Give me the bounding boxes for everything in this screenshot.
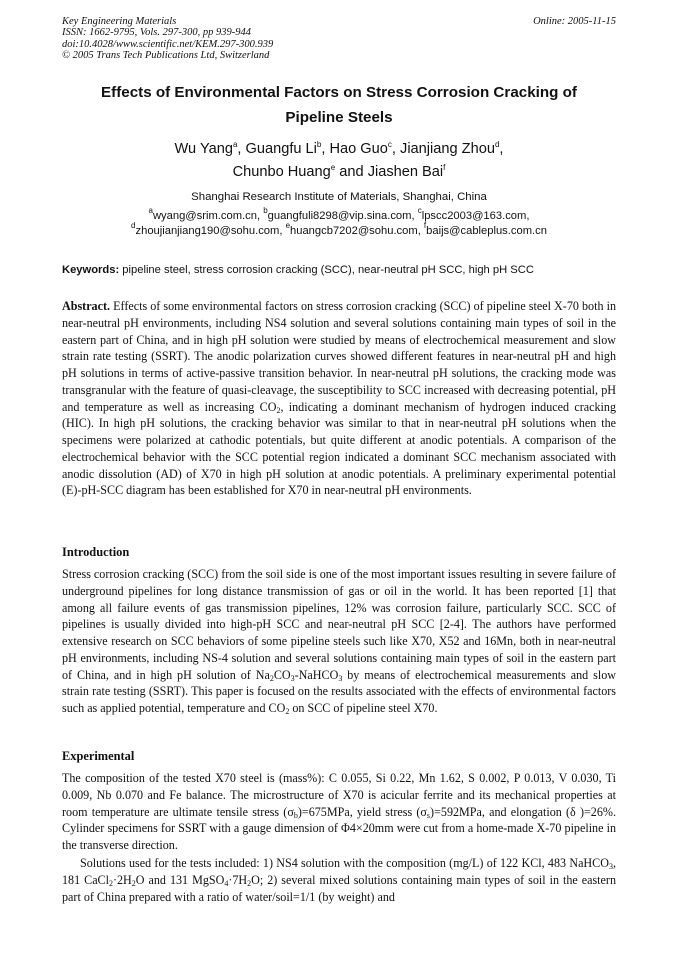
author-name: Jianjiang Zhou bbox=[400, 141, 495, 157]
paragraph-text: )=675MPa, yield stress (σ bbox=[297, 804, 427, 819]
author-separator: , bbox=[237, 141, 246, 157]
paragraph-text: by means of electrochemical measurements and slow strain rate testing (SSRT). This paper is focused on the results associated with the effects of environmental factors such as applied potential, temperature and CO bbox=[62, 667, 616, 715]
title-line-2: Pipeline Steels bbox=[285, 109, 393, 126]
abstract-text: , indicating a dominant mechanism of hydrogen induced cracking (HIC). In high pH solutions, the cracking behavior was similar to that in near-neutral pH solutions when the specimens were polarized at cathodic potentials, but quite different at anodic potentials. A comparison of the electrochemical behavior with the SCC potential region indicated a dominant SCC mechanism associated with anodic dissolution (AD) of X70 in high pH solution at anodic potentials. A preliminary experimental potential (E)-pH-SCC diagram has been established for X70 in near-neutral pH environments. bbox=[62, 399, 616, 498]
introduction-paragraph bbox=[62, 566, 616, 717]
email-address: lpscc2003@163.com, bbox=[421, 210, 530, 222]
issn-line: ISSN: 1662-9795, Vols. 297-300, pp 939-944 bbox=[62, 27, 251, 39]
paragraph-text: ·2H bbox=[112, 872, 132, 887]
copyright-line: © 2005 Trans Tech Publications Ltd, Switzerland bbox=[62, 50, 270, 62]
subscript: 2 bbox=[247, 878, 252, 888]
email-line-2 bbox=[62, 221, 616, 239]
author-name: Jiashen Bai bbox=[367, 164, 444, 180]
journal-header bbox=[62, 16, 616, 62]
author-name: Wu Yang bbox=[174, 141, 233, 157]
email-mark: e bbox=[285, 221, 291, 230]
subscript: 3 bbox=[608, 862, 613, 871]
paragraph-text: -NaHCO bbox=[294, 667, 339, 682]
keywords-label: Keywords: bbox=[62, 264, 120, 276]
abstract-label: Abstract. bbox=[62, 299, 111, 313]
email-address: wyang@srim.com.cn, bbox=[152, 210, 264, 222]
introduction-heading: Introduction bbox=[62, 545, 130, 559]
experimental-paragraph-2 bbox=[62, 855, 616, 905]
subscript: 2 bbox=[269, 673, 274, 683]
paragraph-text: on SCC of pipeline steel X70. bbox=[289, 701, 438, 715]
subscript: 2 bbox=[285, 707, 290, 716]
email-mark: d bbox=[131, 221, 136, 230]
paragraph-text: The composition of the tested X70 steel is (mass%): C 0.055, Si 0.22, Mn 1.62, S 0.002, P 0.013, V 0.030, Ti 0.009, Nb 0.070 and Fe balance. The microstructure of X70 is acicular ferrite and its mechanical properties at room temperature are ultimate tensile stress (σ bbox=[62, 771, 616, 819]
paragraph-text: )=592MPa, and elongation (δ )=26%. Cylinder specimens for SSRT with a gauge dimension of Φ4×20mm were cut from a home-made X-70 pipeline in the transverse direction. bbox=[62, 804, 616, 852]
journal-name: Key Engineering Materials bbox=[62, 16, 177, 27]
author-name: Chunbo Huang bbox=[232, 164, 331, 180]
paragraph-text: Stress corrosion cracking (SCC) from the soil side is one of the most important issues resulting in severe failure of underground pipelines for long distance transmission of gas or oil in the world. It has been reported [1] that among all failure events of gas transmission pipelines, 12% was corrosion failure, particularly SCC. SCC of pipelines is usually divided into high-pH SCC and near-neutral pH SCC [2-4]. The authors have performed extensive research on SCC behaviors of some pipeline steels such like X70, X52 and 16Mn, both in near-neutral pH environments, including NS-4 solution and several solutions containing main types of soil in the eastern part of China, and in high pH solution of Na bbox=[62, 567, 616, 682]
keywords bbox=[62, 263, 616, 277]
author-mark: e bbox=[330, 163, 336, 172]
keywords-text: pipeline steel, stress corrosion cracking (SCC), near-neutral pH SCC, high pH SCC bbox=[119, 264, 534, 276]
author-mark: d bbox=[494, 140, 500, 149]
email-mark: f bbox=[423, 221, 427, 230]
author-name: Hao Guo bbox=[329, 141, 388, 157]
email-mark: a bbox=[148, 206, 153, 215]
paragraph-text: Solutions used for the tests included: 1) NS4 solution with the composition (mg/L) of 122 KCl, 483 NaHCO bbox=[80, 856, 609, 870]
abstract-text: Effects of some environmental factors on stress corrosion cracking (SCC) of pipeline steel X-70 both in near-neutral pH environments, including NS4 solution and several solutions containing main types of soil in the eastern part of China, and in high pH solution were studied by means of electrochemical measurement and slow strain rate testing (SSRT). The anodic polarization curves showed different features in near-neutral pH and high pH solutions in terms of active-passive transition behavior. In near-neutral pH solutions, the cracking mode was transgranular with the feature of quasi-cleavage, the susceptibility to SCC increased with decreasing potential, pH and temperature as well as increasing CO bbox=[62, 299, 616, 414]
subscript: 4 bbox=[224, 878, 229, 888]
subscript: 2 bbox=[276, 405, 281, 415]
author-separator: , bbox=[391, 141, 401, 157]
subscript: s bbox=[426, 810, 431, 820]
email-mark: b bbox=[263, 206, 268, 215]
author-mark: c bbox=[387, 140, 392, 149]
author-separator: , bbox=[321, 141, 330, 157]
affiliation: Shanghai Research Institute of Materials, Shanghai, China bbox=[191, 191, 487, 203]
author-emails bbox=[62, 206, 616, 239]
experimental-heading: Experimental bbox=[62, 749, 135, 763]
author-list bbox=[62, 138, 616, 184]
author-mark: b bbox=[316, 140, 322, 149]
title-line-1: Effects of Environmental Factors on Stress Corrosion Cracking of bbox=[101, 84, 577, 101]
author-name: Guangfu Li bbox=[245, 141, 317, 157]
author-mark: a bbox=[232, 140, 238, 149]
paragraph-text: ·7H bbox=[228, 872, 248, 887]
paragraph-text: O and 131 MgSO bbox=[135, 872, 225, 887]
subscript: 3 bbox=[290, 673, 295, 683]
subscript: 2 bbox=[131, 878, 136, 888]
paragraph-text: CO bbox=[273, 667, 291, 682]
author-mark: f bbox=[443, 163, 446, 172]
author-line-2 bbox=[62, 161, 616, 184]
email-address: guangfuli8298@vip.sina.com, bbox=[267, 210, 418, 222]
email-address: baijs@cableplus.com.cn bbox=[426, 225, 547, 237]
abstract bbox=[62, 298, 616, 499]
paper-title bbox=[62, 80, 616, 130]
doi-line: doi:10.4028/www.scientific.net/KEM.297-300.939 bbox=[62, 38, 274, 50]
subscript: 3 bbox=[338, 673, 343, 683]
paragraph-text: O; 2) several mixed solutions containing main types of soil in the eastern part of China prepared with a ratio of water/soil=1/1 (by weight) and bbox=[62, 872, 616, 904]
experimental-paragraph-1 bbox=[62, 770, 616, 854]
author-line-1 bbox=[62, 138, 616, 161]
email-address: zhoujianjiang190@sohu.com, bbox=[135, 225, 286, 237]
online-date: Online: 2005-11-15 bbox=[533, 16, 616, 27]
paragraph-text: , 181 CaCl bbox=[62, 856, 616, 887]
email-line-1 bbox=[62, 206, 616, 224]
subscript: b bbox=[293, 810, 298, 820]
subscript: 2 bbox=[108, 878, 113, 888]
author-conjunction: and bbox=[335, 164, 368, 180]
email-address: huangcb7202@sohu.com, bbox=[290, 225, 424, 237]
author-separator: , bbox=[499, 141, 504, 157]
email-mark: c bbox=[417, 206, 422, 215]
